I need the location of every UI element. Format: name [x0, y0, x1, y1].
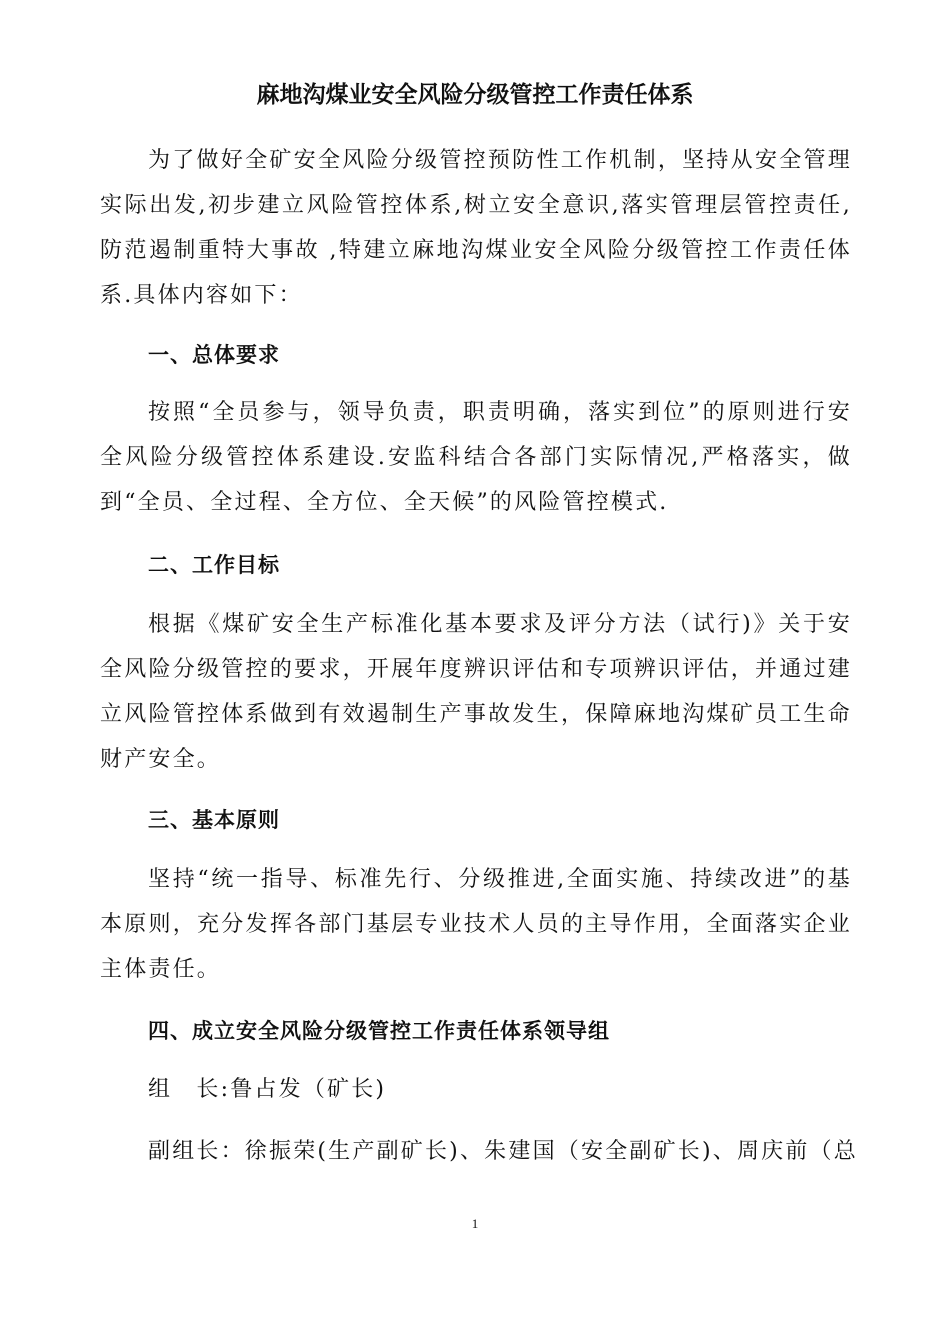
page-number: 1: [471, 1216, 479, 1231]
section-heading-overall-requirements: 一、总体要求: [148, 343, 280, 367]
document-title: 麻地沟煤业安全风险分级管控工作责任体系: [256, 82, 694, 108]
section-body-overall-requirements: 按照“全员参与，领导负责，职责明确，落实到位”的原则进行安全风险分级管控体系建设.安监科结合各部门实际情况,严格落实，做到“全员、全过程、全方位、全天候”的风险管控模式.: [100, 400, 852, 515]
intro-paragraph: 为了做好全矿安全风险分级管控预防性工作机制，坚持从安全管理实际出发,初步建立风险管控体系,树立安全意识,落实管理层管控责任,防范遏制重特大事故 ,特建立麻地沟煤业安全风险分级管控工作责任体系.具体内容如下：: [100, 148, 852, 308]
section-body-basic-principles: 坚持“统一指导、标准先行、分级推进,全面实施、持续改进”的基本原则，充分发挥各部门基层专业技术人员的主导作用，全面落实企业主体责任。: [100, 867, 852, 982]
section-heading-leadership-group: 四、成立安全风险分级管控工作责任体系领导组: [148, 1019, 610, 1043]
leader-line: 组 长:鲁占发（矿长): [148, 1077, 387, 1102]
section-body-work-goals: 根据《煤矿安全生产标准化基本要求及评分方法（试行)》关于安全风险分级管控的要求，开展年度辨识评估和专项辨识评估，并通过建立风险管控体系做到有效遏制生产事故发生，保障麻地沟煤矿员工生命财产安全。: [100, 612, 852, 772]
deputy-leader-line: 副组长：徐振荣(生产副矿长)、朱建国（安全副矿长)、周庆前（总: [148, 1139, 858, 1164]
section-heading-basic-principles: 三、基本原则: [148, 808, 280, 832]
section-heading-work-goals: 二、工作目标: [148, 553, 280, 577]
